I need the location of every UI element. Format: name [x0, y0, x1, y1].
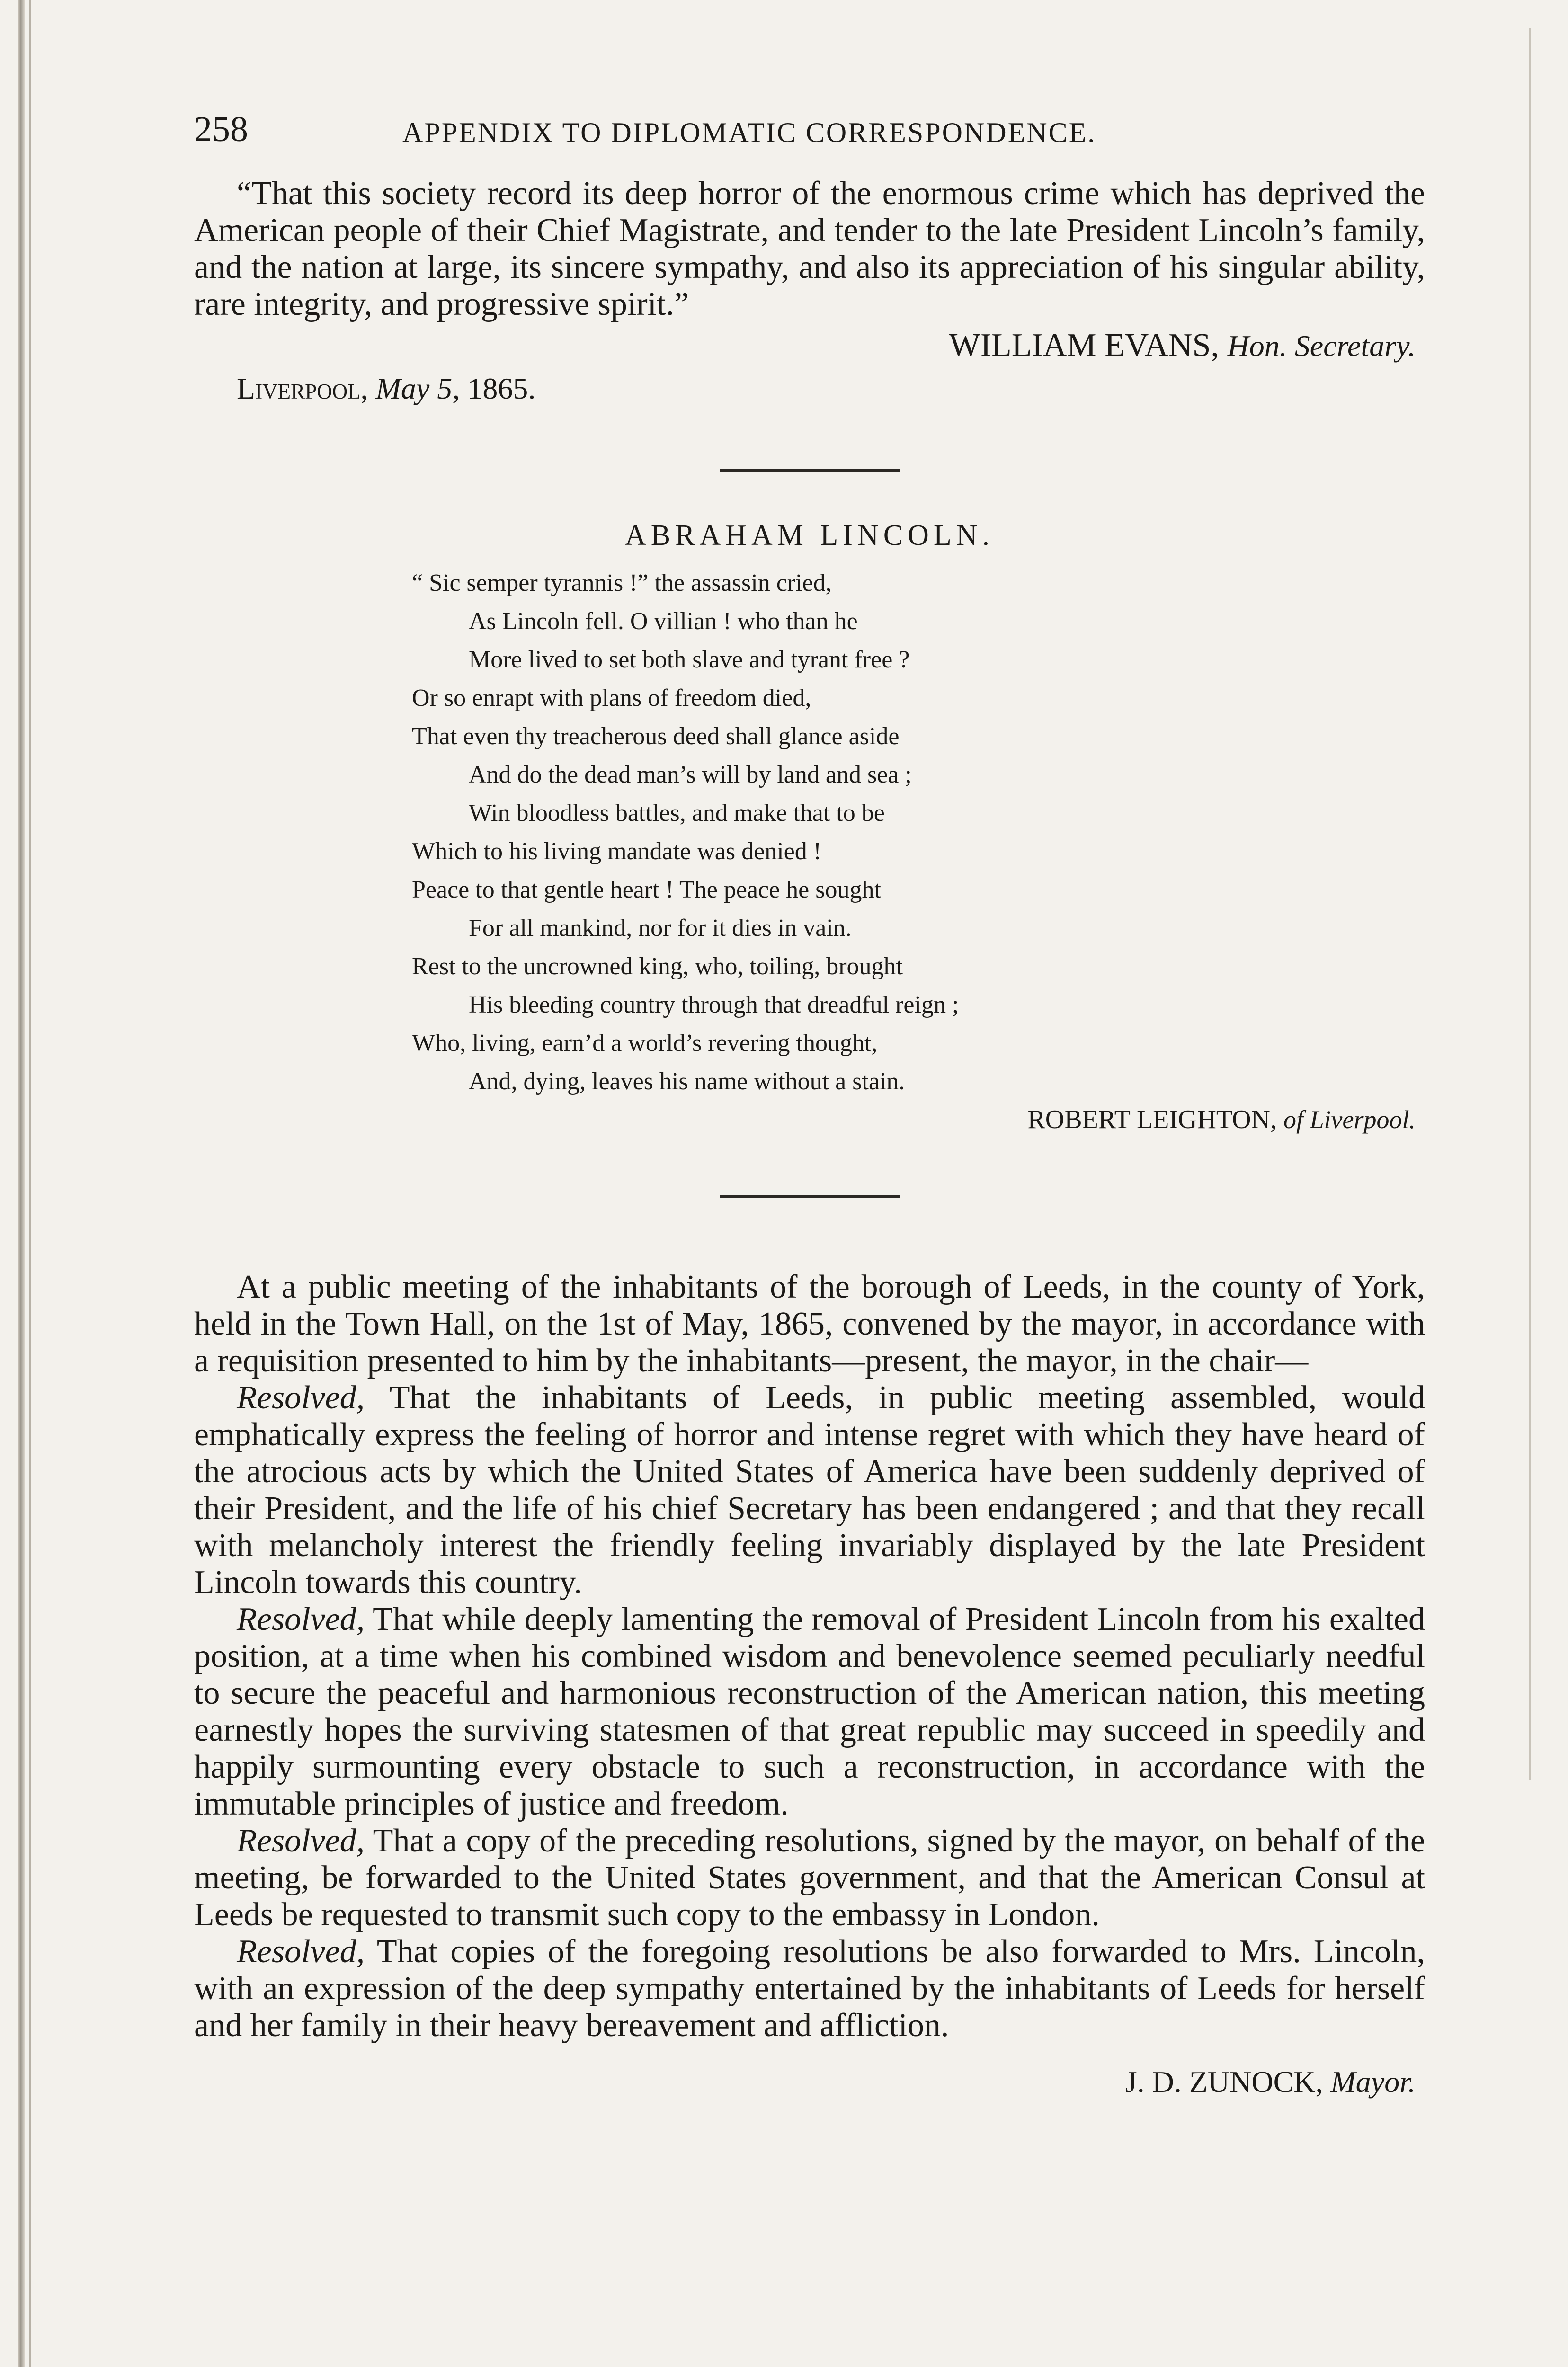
document-page [194, 109, 1425, 2101]
resolution-paragraph [194, 1601, 1425, 1823]
signer-title: Hon. Secretary. [1227, 329, 1416, 363]
poem-line: More lived to set both slave and tyrant free ? [469, 646, 910, 673]
resolution-paragraph [194, 1823, 1425, 1933]
poem-line: Who, living, earn’d a world’s revering thought, [412, 1030, 878, 1057]
resolution-label: Resolved, [237, 1823, 365, 1859]
resolution-text: That copies of the foregoing resolutions be also forwarded to Mrs. Lincoln, with an expression of the deep sympathy entertained by the inhabitants of Leeds for herself and her family in their heavy bereavement and affliction. [194, 1933, 1425, 2044]
dateline-date: May 5, [375, 372, 460, 405]
running-title: APPENDIX TO DIPLOMATIC CORRESPONDENCE. [402, 117, 1096, 148]
poem-line: Rest to the uncrowned king, who, toiling, brought [412, 953, 903, 980]
leeds-intro: At a public meeting of the inhabitants of the borough of Leeds, in the county of York, held in the Town Hall, on the 1st of May, 1865, convened by the mayor, in accordance with a requisition presented to him by the inhabitants—present, the mayor, in the chair— [194, 1269, 1425, 1379]
poem-line: “ Sic semper tyrannis !” the assassin cried, [412, 570, 832, 596]
resolution-label: Resolved, [237, 1601, 365, 1637]
resolution-text: That while deeply lamenting the removal of President Lincoln from his exalted position, at a time when his combined wisdom and benevolence seemed peculiarly needful to secure the peaceful and harmonious reconstruction of the American nation, this meeting earnestly hopes the surviving statesmen of that great republic may succeed in speedily and happily surmounting every obstacle to such a reconstruction, in accordance with the immutable principles of justice and freedom. [194, 1601, 1425, 1822]
poem-line: Which to his living mandate was denied ! [412, 838, 822, 865]
poem-line: That even thy treacherous deed shall glance aside [412, 723, 900, 750]
poem-author-place: of Liverpool. [1283, 1105, 1416, 1134]
book-spine-shadow [18, 0, 25, 2367]
poem-line: Peace to that gentle heart ! The peace he sought [412, 876, 881, 903]
liverpool-signature [194, 327, 1416, 365]
leeds-meeting-section [194, 1269, 1425, 2101]
liverpool-dateline [237, 370, 1425, 408]
resolution-paragraph [194, 1379, 1425, 1601]
page-edge-line [1529, 28, 1531, 1780]
leeds-signature [194, 2063, 1416, 2101]
poem-line: His bleeding country through that dreadful reign ; [469, 991, 959, 1018]
poem-line: Win bloodless battles, and make that to be [469, 800, 885, 827]
mayor-title: Mayor. [1330, 2065, 1416, 2099]
poem-line: And, dying, leaves his name without a stain. [469, 1068, 905, 1095]
section-divider [720, 1195, 900, 1198]
resolution-text: That the inhabitants of Leeds, in public meeting assembled, would emphatically express the feeling of horror and intense regret with which they have heard of the atrocious acts by which the United States of America have been suddenly deprived of their President, and the life of his chief Secretary has been endangered ; and that they recall with melancholy interest the friendly feeling invariably displayed by the late President Lincoln towards this country. [194, 1379, 1425, 1601]
section-divider [720, 469, 900, 472]
resolution-label: Resolved, [237, 1379, 365, 1416]
running-head [194, 109, 1425, 161]
poem-body [412, 564, 1349, 1101]
poem-author: ROBERT LEIGHTON, [1027, 1105, 1277, 1134]
resolution-label: Resolved, [237, 1933, 365, 1970]
poem-signature [194, 1101, 1416, 1139]
poem-line: Or so enrapt with plans of freedom died, [412, 685, 811, 712]
poem-line: For all mankind, nor for it dies in vain. [469, 915, 852, 942]
signer-name: WILLIAM EVANS, [949, 327, 1219, 364]
liverpool-resolution-text: “That this society record its deep horror of the enormous crime which has deprived the American people of their Chief Magistrate, and tender to the late President Lincoln’s family, and the nation at large, its sincere sympathy, and also its appreciation of his singular ability, rare integrity, and progressive spirit.” [194, 175, 1425, 322]
dateline-place: Liverpool, [237, 372, 368, 405]
poem-title: ABRAHAM LINCOLN. [625, 519, 994, 552]
page-number: 258 [194, 109, 248, 149]
resolution-paragraph [194, 1933, 1425, 2044]
book-spine-line [29, 0, 31, 2367]
poem-line: As Lincoln fell. O villian ! who than he [469, 608, 858, 635]
leeds-resolutions [194, 1379, 1425, 2044]
poem-line: And do the dead man’s will by land and sea ; [469, 761, 912, 788]
dateline-year: 1865. [467, 372, 536, 405]
mayor-name: J. D. ZUNOCK, [1125, 2065, 1323, 2099]
resolution-text: That a copy of the preceding resolutions, signed by the mayor, on behalf of the meeting, be forwarded to the United States government, and that the American Consul at Leeds be requested to transmit such copy to the embassy in London. [194, 1823, 1425, 1933]
